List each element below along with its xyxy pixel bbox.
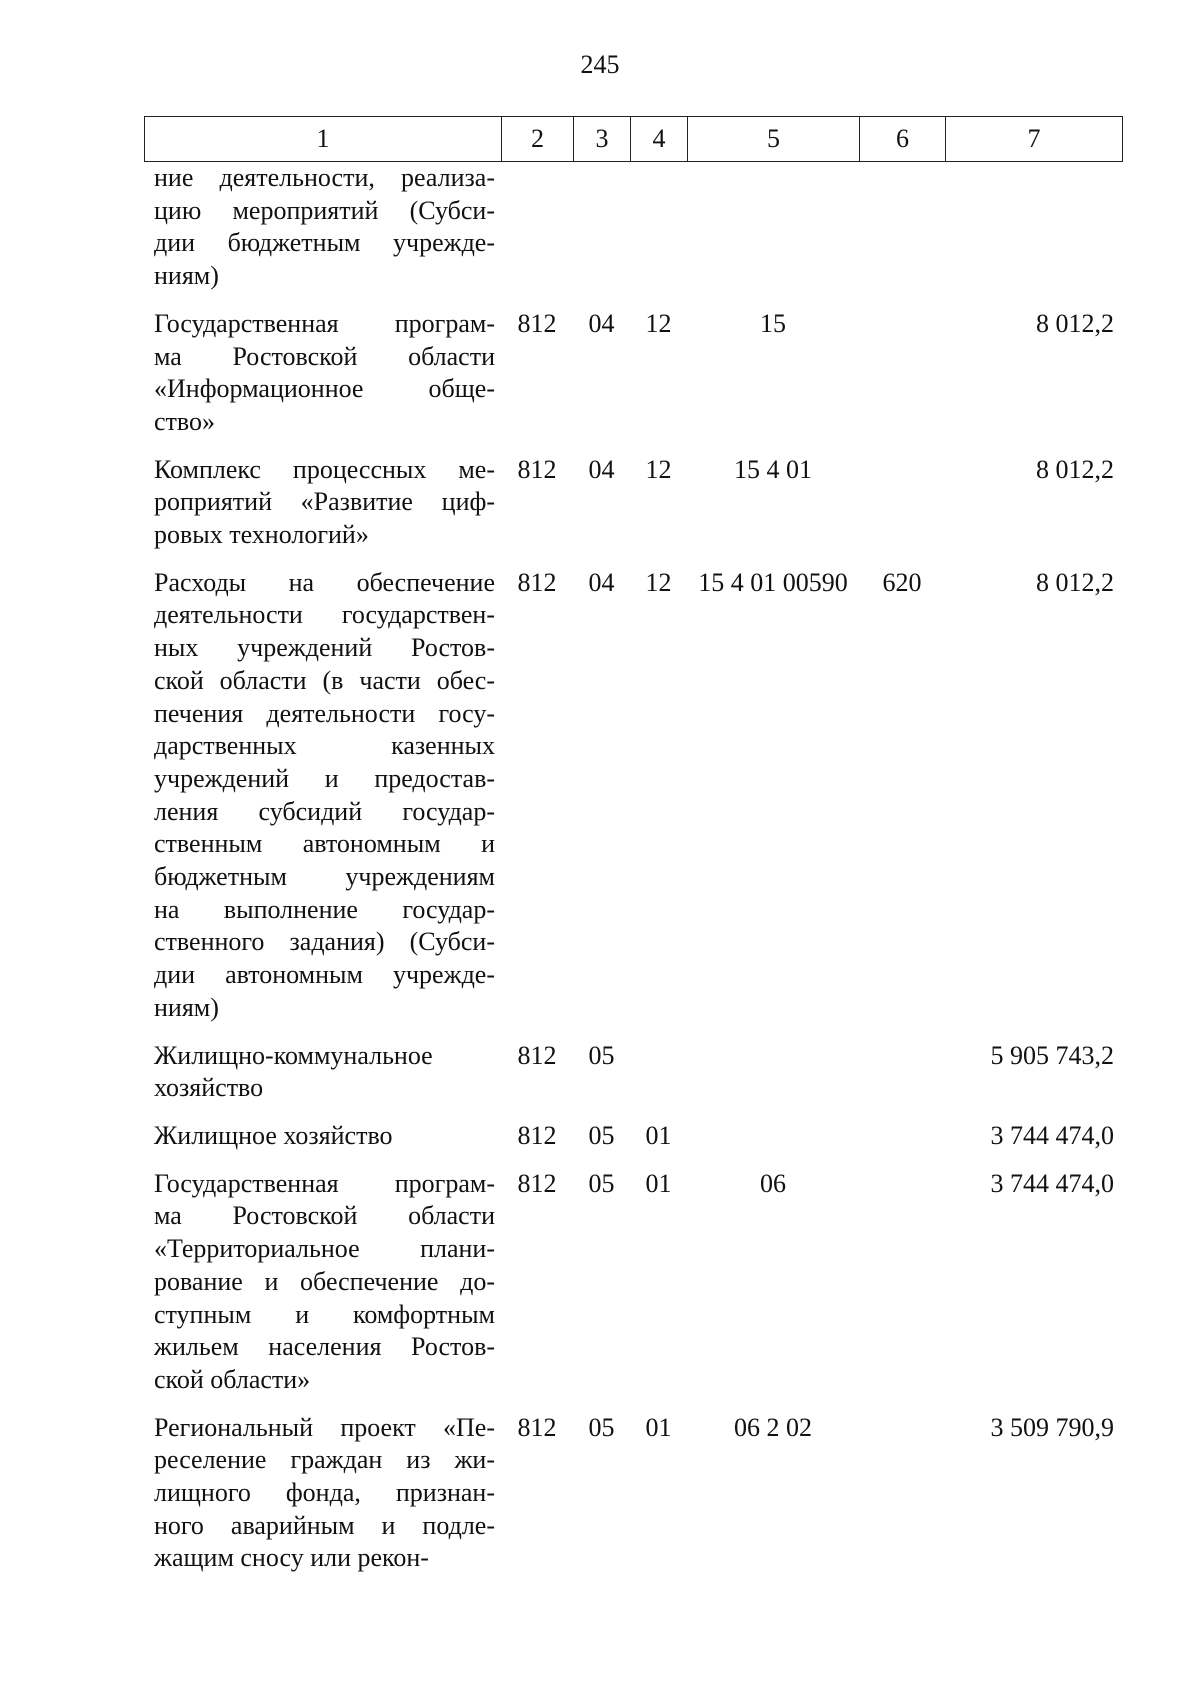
row-amount-cell: 8 012,2 [1036,454,1114,484]
row-name-line: Государственная програм- [154,1168,495,1198]
table-row [144,454,1122,567]
row-name-line: рование и обеспечение до- [154,1266,495,1296]
row-target-article-cell [687,1040,859,1120]
row-name-line: жащим сносу или рекон- [154,1543,429,1573]
row-amount-cell: 3 744 474,0 [990,1120,1114,1150]
row-expense-type-cell: 620 [882,567,922,597]
row-subsection-cell: 12 [645,308,672,338]
row-section-cell: 04 [588,454,615,484]
row-name-cell [144,1168,501,1412]
row-name-cell [144,1040,501,1120]
row-name-line: учреждений и предостав- [154,763,495,793]
row-name-line: дарственных казенных [154,731,495,761]
row-name-cell [144,1120,501,1168]
row-name-line: деятельности государствен- [154,600,495,630]
row-name-cell [144,454,501,567]
row-expense-type-cell [859,454,945,567]
row-name-line: дии автономным учрежде- [154,960,495,990]
row-section-cell [573,162,630,308]
row-name-line: ных учреждений Ростов- [154,633,495,663]
header-cell-1: 1 [145,117,502,162]
row-subsection-cell [630,1040,687,1120]
row-name-line: Региональный проект «Пе- [154,1412,495,1442]
row-name-line: цию мероприятий (Субси- [154,195,495,225]
row-name-line: Жилищно-коммунальное [154,1040,433,1070]
row-expense-type-cell [859,1040,945,1120]
row-admin-code-cell: 812 [517,1412,557,1442]
table-row [144,567,1122,1040]
row-amount-cell: 5 905 743,2 [990,1040,1114,1070]
row-target-article-cell: 15 4 01 00590 [698,567,848,597]
row-admin-code-cell [501,162,573,308]
row-name-line: ступным и комфортным [154,1299,495,1329]
row-expense-type-cell [859,162,945,308]
row-expense-type-cell [859,308,945,454]
row-name-line: ления субсидий государ- [154,796,495,826]
row-section-cell: 04 [588,567,615,597]
row-name-line: ма Ростовской области [154,341,495,371]
header-cell-5: 5 [688,117,860,162]
row-name-cell [144,1412,501,1591]
row-admin-code-cell: 812 [517,567,557,597]
row-target-article-cell [687,162,859,308]
budget-table [144,162,1122,1590]
row-expense-type-cell [859,1168,945,1412]
row-subsection-cell: 01 [645,1412,672,1442]
row-target-article-cell: 06 2 02 [734,1412,812,1442]
row-amount-cell: 8 012,2 [1036,308,1114,338]
row-section-cell: 04 [588,308,615,338]
row-admin-code-cell: 812 [517,308,557,338]
row-admin-code-cell: 812 [517,1168,557,1198]
row-subsection-cell: 01 [645,1120,672,1150]
row-name-line: печения деятельности госу- [154,698,495,728]
row-name-line: лищного фонда, признан- [154,1478,495,1508]
row-amount-cell: 3 744 474,0 [990,1168,1114,1198]
row-name-line: ниям) [154,992,219,1022]
row-section-cell: 05 [588,1412,615,1442]
row-name-line: ственного задания) (Субси- [154,927,495,957]
row-name-line: ма Ростовской области [154,1201,495,1231]
table-row [144,1412,1122,1591]
header-cell-2: 2 [502,117,574,162]
table-body [144,162,1122,1590]
row-name-line: ство» [154,406,216,436]
row-target-article-cell: 06 [760,1168,786,1198]
row-name-line: реселение граждан из жи- [154,1445,495,1475]
row-expense-type-cell [859,1120,945,1168]
row-name-cell [144,308,501,454]
row-subsection-cell: 12 [645,454,672,484]
row-name-line: ственным автономным и [154,829,495,859]
table-row [144,162,1122,308]
row-name-line: ской области» [154,1364,311,1394]
row-name-line: ской области (в части обес- [154,665,495,695]
row-name-cell [144,162,501,308]
row-target-article-cell: 15 [760,308,786,338]
row-name-line: жильем населения Ростов- [154,1332,495,1362]
table-row [144,1120,1122,1168]
row-name-line: Жилищное хозяйство [154,1120,393,1150]
row-subsection-cell [630,162,687,308]
row-name-line: ровых технологий» [154,520,369,550]
row-subsection-cell: 01 [645,1168,672,1198]
header-cell-3: 3 [574,117,631,162]
row-name-line: Комплекс процессных ме- [154,454,495,484]
column-header-table [144,116,1123,162]
row-target-article-cell: 15 4 01 [734,454,812,484]
row-expense-type-cell [859,1412,945,1591]
row-name-line: «Информационное обще- [154,374,495,404]
row-name-line: ного аварийным и подле- [154,1510,495,1540]
row-name-line: Расходы на обеспечение [154,567,495,597]
row-admin-code-cell: 812 [517,454,557,484]
table-row [144,1040,1122,1120]
table-row [144,308,1122,454]
row-section-cell: 05 [588,1168,615,1198]
row-admin-code-cell: 812 [517,1040,557,1070]
page-number: 245 [580,50,620,79]
row-name-cell [144,567,501,1040]
header-row [145,117,1123,162]
row-name-line: бюджетным учреждениям [154,862,495,892]
header-cell-7: 7 [946,117,1123,162]
header-cell-4: 4 [631,117,688,162]
row-amount-cell [945,162,1122,308]
row-name-line: ниям) [154,261,219,291]
row-name-line: роприятий «Развитие циф- [154,487,495,517]
row-name-line: «Территориальное плани- [154,1234,495,1264]
row-section-cell: 05 [588,1120,615,1150]
row-amount-cell: 8 012,2 [1036,567,1114,597]
row-name-line: хозяйство [154,1073,264,1103]
row-target-article-cell [687,1120,859,1168]
table-row [144,1168,1122,1412]
header-cell-6: 6 [860,117,946,162]
row-subsection-cell: 12 [645,567,672,597]
row-name-line: на выполнение государ- [154,894,495,924]
row-name-line: дии бюджетным учрежде- [154,228,495,258]
row-name-line: ние деятельности, реализа- [154,163,495,192]
row-amount-cell: 3 509 790,9 [990,1412,1114,1442]
row-section-cell: 05 [588,1040,615,1070]
row-name-line: Государственная програм- [154,308,495,338]
row-admin-code-cell: 812 [517,1120,557,1150]
